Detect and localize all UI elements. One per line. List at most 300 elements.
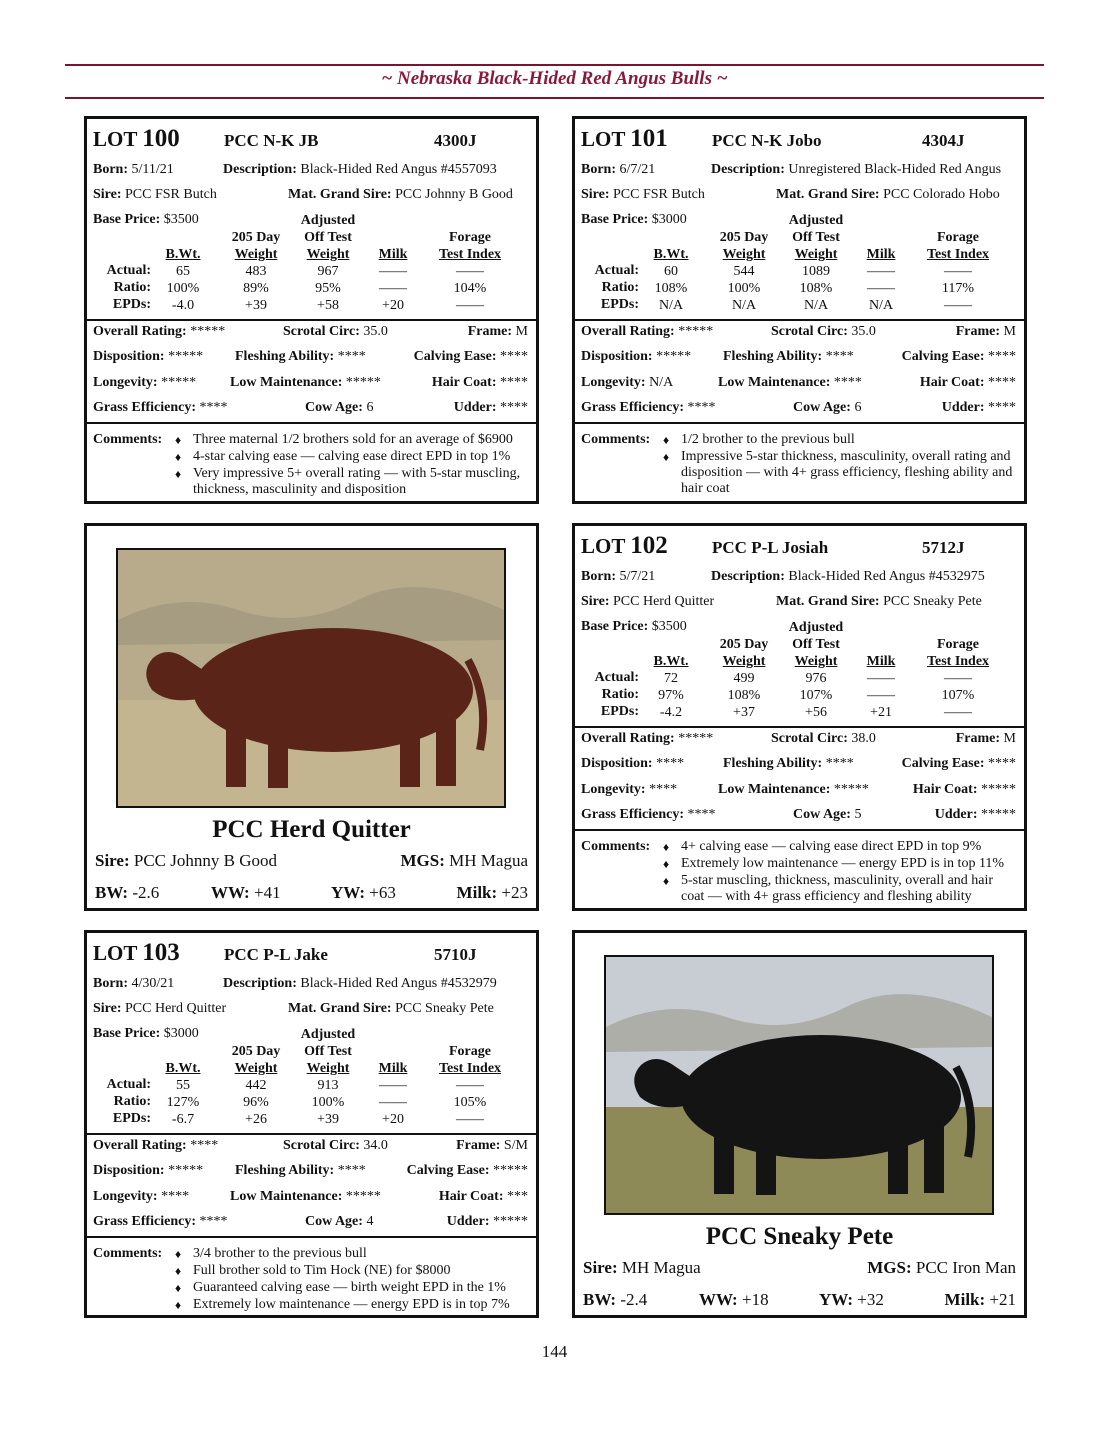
lot-card [572,116,1027,504]
description [711,569,985,585]
column-header: Off Test [304,1044,352,1059]
rating-scrotal-label: Scrotal Circ: [283,324,360,339]
sire-milk-value: +23 [501,883,528,902]
bull-photo [116,548,506,808]
description [711,162,1001,178]
perf-cell: N/A [868,298,894,313]
rating-scrotal [283,324,388,340]
rating-calving [407,1163,528,1179]
perf-column [853,619,909,721]
row-label: Actual: [106,1077,151,1092]
rating-hair-coat [439,1189,528,1205]
rating-low-maint [718,375,862,391]
description-value: Unregistered Black-Hided Red Angus [788,162,1002,177]
divider [87,422,536,424]
mat-grand-sire-value: PCC Sneaky Pete [395,1001,494,1016]
rating-low-maint-value: ***** [345,1189,381,1204]
rating-longevity-value: N/A [649,375,674,390]
row-label: EPDs: [112,297,151,312]
perf-cell: 108% [654,281,688,296]
lot-header [93,937,530,971]
row-labels [585,669,639,720]
lot-label: LOT [581,127,625,151]
perf-cell: —— [456,298,484,313]
header-rule-bottom [65,97,1044,99]
lot-number-value: 102 [630,532,668,559]
column-header: Test Index [926,654,990,669]
sire-ww-label: WW: [699,1290,738,1309]
rating-overall [93,1138,218,1154]
sire-card [84,523,539,911]
rating-udder-value: ***** [493,1214,528,1229]
comment-item: ♦ 4+ calving ease — calving ease direct EPD in top 9% [663,839,1018,855]
column-header: 205 Day [719,637,769,652]
rating-calving-label: Calving Ease: [406,1163,490,1178]
column-spacer [712,212,776,229]
rating-calving-value: ***** [493,1163,528,1178]
column-header: Weight [794,247,838,262]
divider [575,829,1024,831]
rating-frame [956,324,1016,340]
rating-scrotal-value: 34.0 [363,1138,388,1153]
lot-number [93,939,180,967]
sire-value: PCC FSR Butch [125,187,217,202]
lot-label: LOT [93,127,137,151]
description-label: Description: [223,976,297,991]
column-spacer [427,1026,513,1043]
perf-cell: —— [944,298,972,313]
row-label: Actual: [594,263,639,278]
perf-cell: —— [867,688,895,703]
column-header: Forage [937,637,979,652]
rating-disposition-value: ***** [168,1163,204,1178]
base-price-label: Base Price: [93,212,161,227]
description-label: Description: [711,569,785,584]
sire-mgs-value: MH Magua [449,851,528,870]
rating-fleshing [235,349,366,365]
comments-label: Comments: [581,432,651,447]
born [93,162,174,178]
perf-cell: +21 [870,705,892,720]
rating-overall [581,324,713,340]
column-spacer [365,212,421,229]
perf-cell: 60 [664,264,678,279]
rating-hair-coat-label: Hair Coat: [912,782,978,797]
mat-grand-sire-label: Mat. Grand Sire: [288,187,392,202]
perf-cell: —— [944,705,972,720]
column-spacer [365,1043,421,1060]
column-header: Adjusted [300,1027,356,1042]
born-value: 5/7/21 [619,569,656,584]
perf-cell: 499 [733,671,755,686]
rating-calving-label: Calving Ease: [901,756,985,771]
rating-frame-value: M [515,324,528,339]
perf-cell: 55 [176,1078,190,1093]
perf-cell: 544 [733,264,755,279]
column-header: Milk [378,247,408,262]
rating-frame [468,324,528,340]
comment-item: ♦ Three maternal 1/2 brothers sold for an average of $6900 [175,432,530,448]
row-label: EPDs: [112,1111,151,1126]
rating-low-maint-value: ***** [833,782,869,797]
row-label: Actual: [106,263,151,278]
column-spacer [641,229,701,246]
sire-yw-value: +32 [857,1290,884,1309]
rating-cow-age-value: 4 [366,1214,374,1229]
sire-mgs-label: MGS: [400,851,445,870]
born-value: 5/11/21 [131,162,174,177]
lot-card [84,930,539,1318]
comments-label: Comments: [581,839,651,854]
bull-name: PCC P-L Jake [224,945,328,964]
rating-disposition [581,756,684,772]
column-header: Adjusted [788,620,844,635]
bull-name: PCC N-K Jobo [712,131,822,150]
rating-scrotal [283,1138,388,1154]
lot-card [572,523,1027,911]
lot-header [581,123,1018,157]
rating-low-maint-label: Low Maintenance: [718,375,831,390]
comment-item: ♦ Guaranteed calving ease — birth weight EPD in the 1% [175,1280,530,1296]
column-header: Milk [378,1061,408,1076]
base-price-value: $3500 [163,212,199,227]
perf-cell: —— [379,281,407,296]
row-label: Ratio: [601,280,639,295]
rating-udder-value: **** [988,400,1016,415]
mat-grand-sire [288,187,513,203]
sire [581,187,705,203]
sire-sire-label: Sire: [583,1258,618,1277]
lot-number [93,125,180,153]
rating-cow-age-value: 6 [854,400,862,415]
sire-sire-value: PCC Johnny B Good [133,851,277,870]
rating-calving [902,349,1016,365]
bull-photo [604,955,994,1215]
rating-frame-value: M [1003,731,1016,746]
born-value: 4/30/21 [131,976,175,991]
sire-bw-value: -2.6 [132,883,160,902]
column-header: Forage [449,1044,491,1059]
sire-bw-label: BW: [95,883,129,902]
sire-label: Sire: [581,187,610,202]
column-spacer [853,619,909,636]
rating-longevity-label: Longevity: [93,1189,158,1204]
rating-hair-coat [920,375,1016,391]
sire-mgs [401,851,529,871]
base-price-label: Base Price: [581,619,649,634]
column-header: Adjusted [788,213,844,228]
rating-overall-value: ***** [678,731,714,746]
sire-value: PCC Herd Quitter [125,1001,227,1016]
column-spacer [915,619,1001,636]
perf-cell: +39 [245,298,267,313]
sire-bw [95,883,159,903]
rating-grass-label: Grass Efficiency: [93,1214,197,1229]
sire-milk [457,883,528,903]
perf-cell: -6.7 [171,1112,195,1127]
rating-grass-value: **** [199,1214,228,1229]
perf-cell: 95% [315,281,341,296]
mat-grand-sire-value: PCC Johnny B Good [395,187,513,202]
rating-low-maint [230,1189,381,1205]
rating-longevity [93,1189,189,1205]
perf-cell: 107% [941,688,975,703]
rating-cow-age-value: 5 [854,807,862,822]
perf-column [783,212,849,314]
sire-bw-value: -2.4 [620,1290,648,1309]
rating-cow-age-label: Cow Age: [305,400,363,415]
column-header: Off Test [792,637,840,652]
comment-item: ♦ Very impressive 5+ overall rating — with 5-star muscling, thickness, masculinity and disposition [175,466,530,498]
rating-scrotal-value: 35.0 [363,324,388,339]
sire-ww-value: +18 [741,1290,769,1309]
rating-udder-value: **** [500,400,528,415]
rating-udder-label: Udder: [453,400,497,415]
lot-label: LOT [93,941,137,965]
description-label: Description: [711,162,785,177]
rating-scrotal-label: Scrotal Circ: [771,731,848,746]
rating-cow-age-label: Cow Age: [305,1214,363,1229]
rating-hair-coat-label: Hair Coat: [431,375,497,390]
column-spacer [224,1026,288,1043]
perf-column [224,1026,288,1128]
row-label: Ratio: [113,280,151,295]
rating-grass-value: **** [687,400,716,415]
rating-calving-label: Calving Ease: [413,349,497,364]
sire-milk [945,1290,1016,1310]
column-header: Weight [722,247,766,262]
sire-sire [583,1258,701,1278]
perf-column [641,619,701,721]
divider [87,1236,536,1238]
rating-cow-age-label: Cow Age: [793,807,851,822]
perf-column [641,212,701,314]
row-labels [97,1076,151,1127]
perf-cell: —— [456,1112,484,1127]
rating-calving [902,756,1016,772]
perf-cell: —— [867,281,895,296]
sire-value: PCC FSR Butch [613,187,705,202]
rating-longevity [93,375,196,391]
comments-list [663,432,1018,498]
mat-grand-sire-label: Mat. Grand Sire: [776,594,880,609]
perf-cell: 100% [727,281,761,296]
rating-scrotal [771,731,876,747]
rating-fleshing-value: **** [337,1163,366,1178]
lot-number-value: 103 [142,939,180,966]
column-spacer [641,636,701,653]
rating-scrotal-label: Scrotal Circ: [771,324,848,339]
description [223,976,497,992]
rating-hair-coat-value: **** [500,375,528,390]
rating-cow-age [305,400,373,416]
born-label: Born: [581,162,616,177]
rating-udder-label: Udder: [446,1214,490,1229]
column-spacer [153,1043,213,1060]
rating-grass-value: **** [687,807,716,822]
column-header: 205 Day [231,1044,281,1059]
rating-low-maint-label: Low Maintenance: [230,1189,343,1204]
perf-column [295,212,361,314]
rating-longevity-value: **** [161,1189,190,1204]
column-header: Weight [306,247,350,262]
header-rule-top [65,64,1044,66]
rating-udder [935,807,1016,823]
rating-cow-age [793,807,861,823]
rating-longevity [581,782,677,798]
column-spacer [641,212,701,229]
perf-cell: 107% [799,688,833,703]
rating-disposition-value: ***** [656,349,692,364]
rating-scrotal-value: 35.0 [851,324,876,339]
born-label: Born: [581,569,616,584]
column-header: Forage [449,230,491,245]
rating-overall [93,324,225,340]
sire-mgs-label: MGS: [867,1258,912,1277]
rating-overall [581,731,713,747]
perf-cell: —— [944,671,972,686]
base-price-value: $3500 [651,619,687,634]
comment-item: ♦ Full brother sold to Tim Hock (NE) for $8000 [175,1263,530,1279]
comments-label: Comments: [93,1246,163,1261]
rating-fleshing [723,349,854,365]
description-value: Black-Hided Red Angus #4532975 [788,569,985,584]
bull-name: PCC P-L Josiah [712,538,829,557]
perf-cell: 1089 [802,264,830,279]
column-spacer [915,212,1001,229]
rating-longevity-label: Longevity: [581,782,646,797]
column-header: 205 Day [719,230,769,245]
rating-low-maint-value: **** [833,375,862,390]
perf-cell: —— [944,264,972,279]
sire-yw-label: YW: [331,883,365,902]
rating-scrotal [771,324,876,340]
lot-header [93,123,530,157]
row-label: Actual: [594,670,639,685]
column-header: Milk [866,654,896,669]
row-label: EPDs: [600,297,639,312]
born-label: Born: [93,162,128,177]
rating-grass-value: **** [199,400,228,415]
column-header: Weight [722,654,766,669]
rating-disposition-label: Disposition: [93,1163,165,1178]
rating-longevity-label: Longevity: [93,375,158,390]
comments-list [175,432,530,499]
rating-udder [447,1214,528,1230]
rating-hair-coat-value: ***** [981,782,1016,797]
sire-name: PCC Sneaky Pete [705,1223,894,1250]
column-header: B.Wt. [653,654,689,669]
perf-column [153,1026,213,1128]
perf-cell: —— [456,1078,484,1093]
sire [581,594,714,610]
sire-name: PCC Herd Quitter [212,816,411,843]
perf-column [915,212,1001,314]
perf-cell: 117% [941,281,975,296]
rating-frame [456,1138,528,1154]
rating-calving-label: Calving Ease: [901,349,985,364]
rating-udder-label: Udder: [934,807,978,822]
rating-udder-label: Udder: [941,400,985,415]
comments-label: Comments: [93,432,163,447]
rating-frame-label: Frame: [955,731,1001,746]
rating-disposition [93,349,203,365]
rating-calving-value: **** [500,349,528,364]
column-spacer [712,619,776,636]
rating-longevity [581,375,673,391]
perf-cell: N/A [803,298,829,313]
rating-fleshing-label: Fleshing Ability: [235,1163,335,1178]
rating-disposition-label: Disposition: [581,756,653,771]
column-header: Test Index [926,247,990,262]
rating-disposition [581,349,691,365]
sire-ww-value: +41 [253,883,281,902]
page-number: 144 [541,1342,568,1361]
perf-cell: —— [867,671,895,686]
sire-card [572,930,1027,1318]
column-spacer [224,212,288,229]
divider [87,319,536,321]
column-header: 205 Day [231,230,281,245]
base-price-value: $3000 [651,212,687,227]
description-label: Description: [223,162,297,177]
sire-bw-label: BW: [583,1290,617,1309]
perf-column [224,212,288,314]
sire-label: Sire: [581,594,610,609]
column-spacer [153,1026,213,1043]
bull-image [606,957,992,1213]
rating-frame-label: Frame: [467,324,513,339]
perf-cell: 100% [311,1095,345,1110]
perf-cell: —— [379,1095,407,1110]
perf-cell: +26 [245,1112,267,1127]
perf-cell: 442 [245,1078,267,1093]
perf-column [853,212,909,314]
perf-cell: +58 [317,298,339,313]
mat-grand-sire-label: Mat. Grand Sire: [776,187,880,202]
mat-grand-sire [776,594,982,610]
column-spacer [427,212,513,229]
sire-mgs [867,1258,1016,1278]
lot-label: LOT [581,534,625,558]
column-header: Weight [306,1061,350,1076]
perf-cell: 104% [453,281,487,296]
rating-scrotal-label: Scrotal Circ: [283,1138,360,1153]
rating-hair-coat-value: *** [507,1189,528,1204]
perf-cell: +20 [382,1112,404,1127]
sire-yw-label: YW: [819,1290,853,1309]
perf-cell: +20 [382,298,404,313]
column-spacer [853,212,909,229]
lot-card [84,116,539,504]
rating-fleshing [723,756,854,772]
rating-overall-label: Overall Rating: [581,324,675,339]
comment-item: ♦ Extremely low maintenance — energy EPD is in top 11% [663,856,1018,872]
sire-yw-value: +63 [369,883,396,902]
column-header: Milk [866,247,896,262]
perf-cell: 108% [799,281,833,296]
comment-item: ♦ Impressive 5-star thickness, masculinity, overall rating and disposition — with 4+ grass efficiency, fleshing ability and hair coat [663,449,1018,497]
column-header: Forage [937,230,979,245]
row-labels [97,262,151,313]
born-label: Born: [93,976,128,991]
perf-column [295,1026,361,1128]
sire-sire [95,851,277,871]
perf-cell: 976 [805,671,827,686]
sire-milk-label: Milk: [456,883,498,902]
perf-cell: 108% [727,688,761,703]
rating-fleshing [235,1163,366,1179]
